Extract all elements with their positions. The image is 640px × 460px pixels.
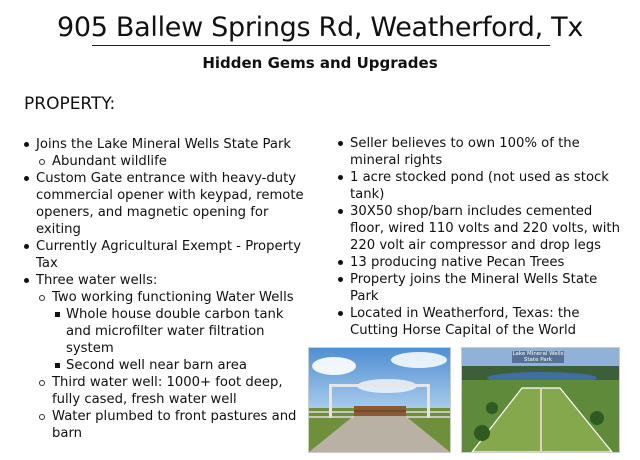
list-item: Three water wells: xyxy=(22,272,312,289)
aerial-map-label: Lake Mineral Wells State Park xyxy=(512,351,564,363)
list-item: Joins the Lake Mineral Wells State Park xyxy=(22,136,312,153)
aerial-property-photo xyxy=(461,347,620,453)
left-column xyxy=(22,136,312,442)
gate-entrance-photo xyxy=(308,347,451,453)
section-heading: PROPERTY: xyxy=(24,94,116,114)
left-bullet-list xyxy=(22,136,312,442)
list-item: Located in Weatherford, Texas: the Cutting Horse Capital of the World xyxy=(336,305,626,339)
page-subtitle: Hidden Gems and Upgrades xyxy=(202,54,438,72)
list-item: 13 producing native Pecan Trees xyxy=(336,254,626,271)
list-item: Whole house double carbon tank and microfilter water filtration system xyxy=(22,306,312,357)
list-item: Two working functioning Water Wells xyxy=(22,289,312,306)
list-item: Seller believes to own 100% of the mineral rights xyxy=(336,135,626,169)
list-item: Property joins the Mineral Wells State Park xyxy=(336,271,626,305)
page-title: 905 Ballew Springs Rd, Weatherford, Tx xyxy=(56,12,584,43)
list-item: Third water well: 1000+ foot deep, fully cased, fresh water well xyxy=(22,374,312,408)
list-item: 30X50 shop/barn includes cemented floor, wired 110 volts and 220 volts, with 220 volt air compressor and drop legs xyxy=(336,203,626,254)
list-item: Water plumbed to front pastures and barn xyxy=(22,408,312,442)
list-item: 1 acre stocked pond (not used as stock tank) xyxy=(336,169,626,203)
gate-entrance-illustration xyxy=(309,348,450,452)
list-item: Currently Agricultural Exempt - Property Tax xyxy=(22,238,312,272)
right-column xyxy=(336,135,626,339)
aerial-illustration xyxy=(462,348,619,452)
right-bullet-list xyxy=(336,135,626,339)
list-item: Custom Gate entrance with heavy-duty commercial opener with keypad, remote openers, and magnetic opening for exiting xyxy=(22,170,312,238)
title-underline xyxy=(92,45,550,46)
list-item: Abundant wildlife xyxy=(22,153,312,170)
list-item: Second well near barn area xyxy=(22,357,312,374)
